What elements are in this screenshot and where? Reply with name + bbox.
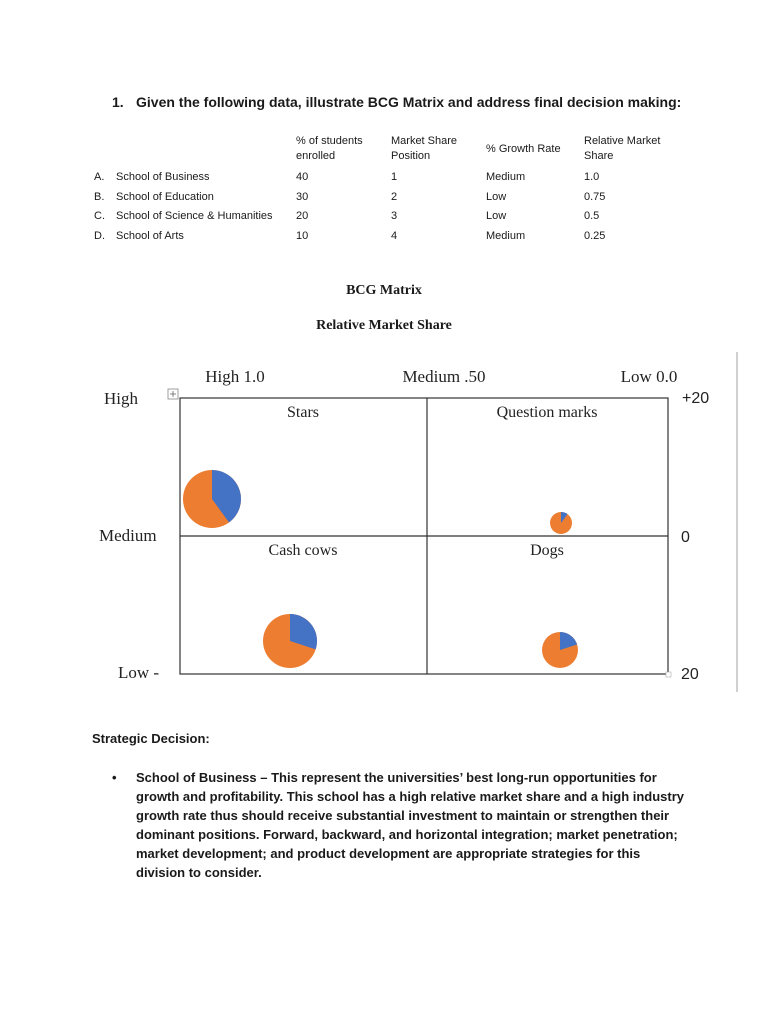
strategic-heading: Strategic Decision:: [92, 731, 210, 746]
x-tick-label: Low 0.0: [620, 367, 678, 386]
pie-chart-cash-cows: [263, 614, 317, 668]
y-label: Low -: [118, 663, 160, 682]
matrix-subtitle: Relative Market Share: [316, 318, 452, 333]
strategic-bullets: [112, 768, 692, 882]
y-label: Medium: [99, 526, 157, 545]
question-number: 1.: [112, 94, 124, 110]
y-label: High: [104, 389, 138, 408]
resize-handle-icon: [666, 672, 671, 677]
header-rms: Relative Market Share: [584, 135, 661, 162]
quadrant-label: Question marks: [496, 404, 598, 421]
pie-chart-stars: [183, 470, 241, 528]
question-title: [112, 94, 681, 110]
bcg-matrix: [92, 352, 742, 697]
table-row: A. School of Business 40 1 Medium 1.0: [94, 170, 600, 183]
table-header-row: [94, 131, 684, 167]
header-position: Market Share Position: [391, 135, 458, 162]
y-tick-right: +20: [682, 390, 710, 407]
bcg-matrix-svg: [92, 352, 742, 697]
pie-chart-question-marks: [550, 512, 572, 534]
pie-group: [183, 470, 578, 668]
x-tick-label: Medium .50: [402, 367, 486, 386]
y-tick-right: 0: [681, 529, 690, 546]
list-item: [112, 768, 692, 882]
quadrant-label: Stars: [287, 404, 319, 421]
x-tick-label: High 1.0: [205, 367, 265, 386]
table-row: D. School of Arts 10 4 Medium 0.25: [94, 230, 606, 243]
matrix-title: BCG Matrix: [346, 283, 422, 298]
quadrant-label: Dogs: [530, 542, 564, 559]
pie-chart-dogs: [542, 632, 578, 668]
bullet-text: School of Business – This represent the universities’ best long-run opportunities for growth and profitability. This school has a high relative market share and a high industry growth rate thus should receive substantial investment to maintain or strengthen their dominant positions. Forward, backward, and horizontal integration; market penetration; market development; and product development are appropriate strategies for this division to consider.: [136, 770, 685, 880]
quadrant-label: Cash cows: [268, 542, 338, 559]
header-pct: % of students enrolled: [296, 135, 363, 162]
bullet-icon: •: [112, 770, 117, 785]
y-tick-right: 20: [681, 666, 699, 683]
data-table: [94, 131, 684, 246]
table-row: B. School of Education 30 2 Low 0.75: [94, 190, 606, 203]
table-row: C. School of Science & Humanities 20 3 Low 0.5: [94, 210, 600, 223]
header-growth: % Growth Rate: [486, 142, 561, 155]
question-text: Given the following data, illustrate BCG Matrix and address final decision making:: [136, 94, 682, 110]
